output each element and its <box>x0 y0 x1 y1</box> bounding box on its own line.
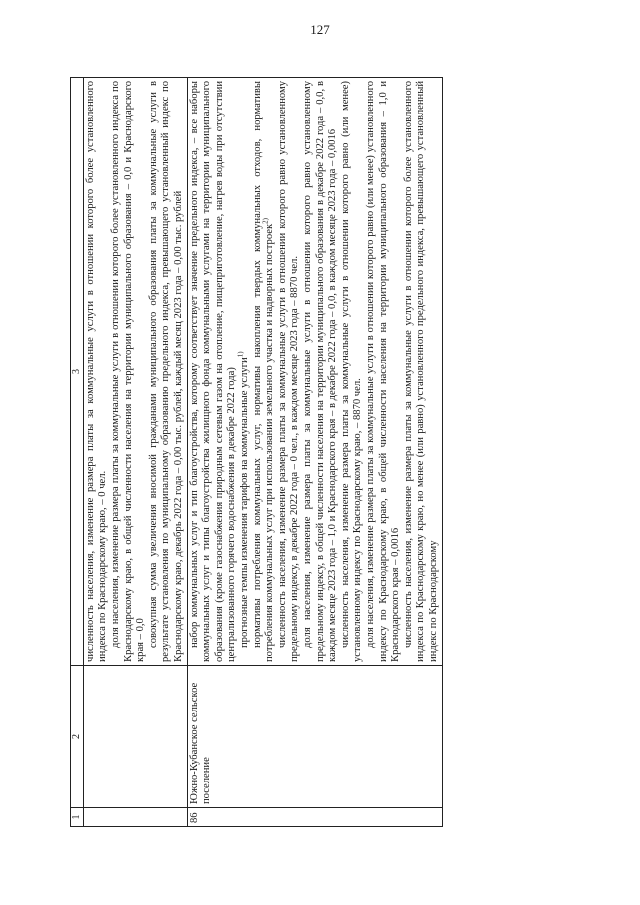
paragraph-text: численность населения, изменение размера платы за коммунальные услуги в отношении которого равно (или менее) установленному индексу по Краснодарскому краю, – 8870 чел. <box>339 81 364 662</box>
row-paragraph <box>403 81 441 662</box>
row-paragraph <box>277 81 302 662</box>
page-number: 127 <box>310 22 330 37</box>
header-col-2: 2 <box>71 666 84 808</box>
header-col-1: 1 <box>71 808 84 827</box>
row-paragraph <box>189 81 239 662</box>
row-number: 86 <box>187 808 442 827</box>
paragraph-text: набор коммунальных услуг и тип благоустройства, которому соответствует значение предельного индекса, – все наборы коммунальных услуг и типы благоустройства жилищного фонда коммунальными услугами на территории муниципального образования (кроме газоснабжения природным сетевым газом на отопление, пищеприготовление, нагрев воды при отсутствии централизованного горячего водоснабжения в декабре 2022 года) <box>188 81 238 662</box>
settlement-name: Южно-Кубанское сельское поселение <box>187 666 442 808</box>
header-col-3: 3 <box>71 78 84 666</box>
paragraph-text: прогнозные темпы изменения тарифов на коммунальные услуги <box>239 357 251 648</box>
continuation-paragraph: доля населения, изменение размера платы за коммунальные услуги в отношении которого более установленного индекса по Краснодарскому краю, в общей численности населения на территории муниципального образования – 0,0 и Краснодарского края – 0,0 <box>110 81 147 662</box>
tariff-index-table <box>70 77 443 827</box>
table-header-row <box>71 78 84 827</box>
footnote-mark: 2) <box>261 218 270 224</box>
continuation-text-cell <box>83 78 187 666</box>
row-paragraph <box>365 81 403 662</box>
row-description-cell <box>187 78 442 666</box>
row-paragraph <box>340 81 365 662</box>
table-row <box>187 78 442 827</box>
continuation-number-cell <box>83 808 187 827</box>
row-paragraph <box>302 81 340 662</box>
continuation-settlement-cell <box>83 666 187 808</box>
paragraph-text: численность населения, изменение размера платы за коммунальные услуги в отношении которого равно установленному предельному индексу, в декабре 2022 года – 0 чел., в каждом месяце 2023 года – 8870 чел. <box>276 81 301 662</box>
rotated-table-frame <box>70 77 570 827</box>
row-paragraph <box>236 81 252 662</box>
footnote-mark: 1) <box>236 351 245 358</box>
continuation-row <box>83 78 187 827</box>
continuation-paragraph: совокупная сумма увеличения вносимой гражданами муниципального образования платы за коммунальные услуги в результате установления по муниципальному образованию предельного индекса, превышающего установленный индекс по Краснодарскому краю, декабрь 2022 года – 0,00 тыс. рублей, каждый месяц 2023 года – 0,00 тыс. рублей <box>147 81 185 662</box>
row-paragraph <box>252 81 277 662</box>
paragraph-text: численность населения, изменение размера платы за коммунальные услуги в отношении которого более установленного индекса по Краснодарскому краю, но менее (или равно) установленного предельного индекса, превышающего установленный индекс по Краснодарскому <box>402 81 439 662</box>
continuation-paragraph: численность населения, изменение размера платы за коммунальные услуги в отношении которого более установленного индекса по Краснодарскому краю, – 0 чел. <box>84 81 109 662</box>
paragraph-text: нормативы потребления коммунальных услуг, нормативы накопления твердых коммунальных отходов, нормативы потребления коммунальных услуг при использовании земельного участка и надворных построек <box>251 81 276 662</box>
paragraph-text: доля населения, изменение размера платы за коммунальные услуги в отношении которого равно (или менее) установленного индексу по Краснодарскому краю, в общей численности населения на территории муниципального образования – 1,0 и Краснодарского края – 0,0016 <box>364 81 402 662</box>
paragraph-text: доля населения, изменение размера платы за коммунальные услуги в отношении которого равно установленному предельному индексу, в общей численности населения на территории муниципального образования в декабре 2022 года – 0,0, в каждом месяце 2023 года – 1,0 и Краснодарского края – в декабре 2022 года – 0,0, в каждом месяце 2023 года – 0,0016 <box>301 81 339 662</box>
